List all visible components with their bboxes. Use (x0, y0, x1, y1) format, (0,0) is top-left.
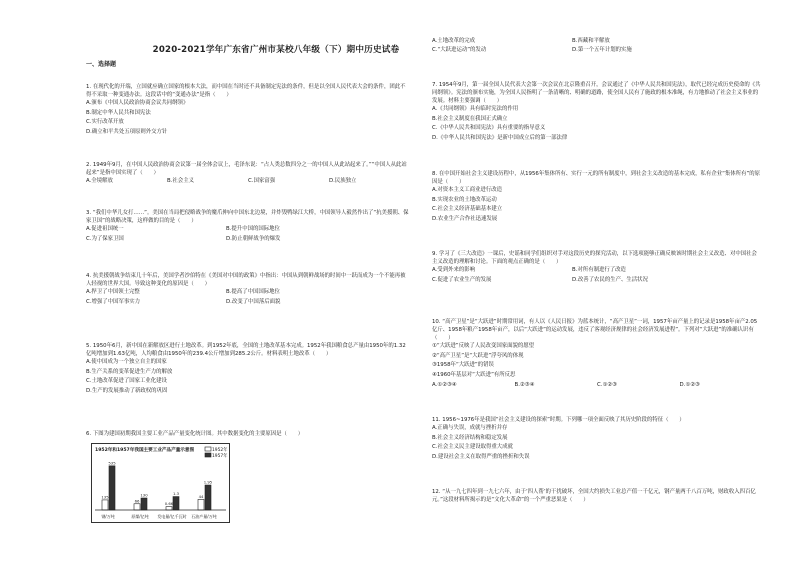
question-1 (86, 83, 410, 138)
option-c[interactable]: C.实行改革开放 (86, 119, 124, 126)
option-b[interactable]: B.社会主义制度在我国正式确立 (432, 115, 508, 122)
option-a[interactable]: A.捍卫了中国领土完整 (86, 289, 140, 296)
option-a[interactable]: A.颁布《中国人民政治协商会议共同纲领》 (86, 100, 189, 107)
bar-1957 (109, 466, 115, 510)
option-c[interactable]: C.社会主义经济基础基本建立 (432, 206, 503, 213)
bar-1952 (166, 507, 172, 510)
option-d[interactable]: D.第一个五年计划的实施 (572, 46, 632, 53)
bar-1952 (134, 504, 140, 510)
question-10 (432, 318, 762, 390)
option-d[interactable]: D.生产的发展推动了新政权的巩固 (86, 387, 168, 394)
question-8 (432, 170, 762, 225)
bar-1957 (173, 497, 179, 510)
option-b[interactable]: B.西藏和平解放 (572, 38, 610, 44)
option-b[interactable]: B.对所有制进行了改造 (572, 267, 626, 274)
question-4 (86, 272, 410, 307)
left-column (86, 0, 410, 562)
option-d[interactable]: D.确立和平共处五项原则外交方针 (86, 128, 168, 135)
option-d[interactable]: D.改善了农民的生产、生活状况 (572, 276, 648, 283)
question-12 (432, 488, 762, 504)
question-stem: 5. 1950年6月，新中国在新解放区进行土地改革。到1952年底，全国的土地改革基本完成。1952年我国粮食总产量由1950年的1.32亿吨增加到1.63亿吨，人均粮食由1950年的239.4公斤增加到285.2公斤。材料表明土地改革（ ） (86, 343, 406, 358)
question-6-options (432, 37, 762, 54)
statement-3: ③1958年“大跃进”的错误 (432, 362, 494, 369)
data-label: 44 (198, 493, 204, 499)
option-d[interactable]: D.防止朝鲜战争的爆发 (226, 235, 281, 242)
option-b[interactable]: B.②③④ (514, 381, 535, 388)
category-label: 发电量/亿千瓦时 (157, 514, 187, 519)
option-d[interactable]: D.《中华人民共和国宪法》是新中国成立后的第一部法律 (432, 135, 568, 142)
option-b[interactable]: B.社会主义 (167, 178, 194, 185)
section-heading: 一、选择题 (86, 61, 117, 68)
data-label: 1.95 (203, 479, 213, 485)
option-c[interactable]: C.增强了中国军事实力 (86, 298, 140, 305)
option-d[interactable]: D.民族独立 (329, 178, 357, 185)
data-label: 130 (140, 492, 148, 498)
bar-1957 (205, 485, 211, 510)
option-d[interactable]: D.农业生产合作社迅速发展 (432, 215, 498, 222)
question-2 (86, 161, 410, 187)
option-d[interactable]: D.①②③ (679, 381, 700, 388)
question-stem: 7. 1954年9月，第一届全国人民代表大会第一次会议在北京隆重召开，会议通过了《中华人民共和国宪法》，取代已经完成历史使命的《共同纲领》。宪法的颁布实施，为全国人民指明了一条清晰的、明确的道路，使全国人民有了施政的根本准绳，有力地推动了社会主义事业的发展。材料主要强调（ ） (432, 82, 761, 105)
statement-1: ①“大跃进”反映了人民改变国家面貌的愿望 (432, 343, 535, 350)
question-5 (86, 342, 410, 397)
option-a[interactable]: A.《共同纲领》具有临时宪法的作用 (432, 106, 519, 113)
bar-1952 (102, 500, 108, 510)
question-6 (86, 430, 410, 438)
right-column (432, 0, 762, 562)
option-c[interactable]: C.促进了农业生产的发展 (432, 276, 492, 283)
question-stem: 8. 在中国开始社会主义建设历程中，从1956年集体所有、实行一元的所有制度中，到社会主义改造的基本完成，私有企业“集体所有”的原因是（ ） (432, 171, 761, 186)
question-stem: 11. 1956~1976年是我国“社会主义建设的探索”时期。下列哪一项全面反映了其历史阶段的特征（ ） (432, 417, 685, 423)
option-b[interactable]: B.提升中国的国际地位 (226, 226, 280, 233)
question-stem: 12. “从一九七四年到一九七六年，由于‘四人帮’的干扰破坏，全国大约损失工业总产值一千亿元，钢产量两千八百万吨，财政收入四百亿元。”这段材料所揭示的是“文化大革命”的一个严重恶果是（ ） (432, 489, 756, 504)
option-a[interactable]: A.受到外来的影响 (432, 267, 476, 274)
option-c[interactable]: C.“大跃进运动”的发动 (432, 46, 487, 53)
question-stem: 4. 抗美援朝战争结束几十年后，美国学者沙伯特在《美国对中国的政策》中指出：中国从到朝鲜战场的时间中一跃而成为一个不能再被人轻视的世界大国。导致这种变化的原因是（ ） (86, 273, 406, 288)
data-label: 535 (108, 460, 116, 466)
option-c[interactable]: C.土地改革促进了国家工业化建设 (86, 378, 167, 385)
option-a[interactable]: A.全境解放 (86, 178, 113, 185)
chart-title: 1952年和1957年我国主要工业产品产量示意图 (95, 448, 195, 453)
data-label: 135 (101, 494, 109, 500)
legend-swatch-1957 (205, 453, 211, 457)
option-c[interactable]: C.《中华人民共和国宪法》具有重要的指导意义 (432, 125, 546, 132)
question-11 (432, 416, 762, 462)
option-b[interactable]: B.提高了中国国际地位 (226, 289, 280, 296)
industrial-output-chart (91, 443, 230, 523)
statement-4: ④1960年基层对“大跃进”有所反思 (432, 372, 516, 379)
option-a[interactable]: A.土地改革的完成 (432, 38, 476, 44)
question-stem: 3. “我们中华儿女打……”。美国在当局把侵略战争的魔爪伸向中国东北边境，并炸毁鸭绿江大桥，中国领导人毅然作出了“抗美援朝、保家卫国”的战略决策，这样做的目的是（ ） (86, 210, 409, 225)
option-c[interactable]: C.为了保家卫国 (86, 235, 124, 242)
legend-label-1952: 1952年 (212, 447, 228, 453)
option-c[interactable]: C.社会主义民主建设取得重大成就 (432, 444, 513, 451)
category-label: 原煤/亿吨 (131, 514, 149, 519)
question-stem: 6. 下图为建国初期我国主要工业产品产量变化统计图。其中数据变化的主要原因是（ ） (86, 431, 304, 437)
data-label: 0.66 (164, 501, 174, 507)
question-stem: 2. 1949年9月，在中国人民政治协商会议第一届全体会议上，毛泽东说：“占人类总数四分之一的中国人从此站起来了。”“中国人从此站起来”是指中国实现了（ ） (86, 162, 407, 177)
legend-swatch-1952 (205, 447, 211, 451)
option-b[interactable]: B.实现农业的土地改革运动 (432, 196, 497, 203)
option-a[interactable]: A.正确与失误，成就与挫折并存 (432, 425, 508, 432)
category-label: 石油产量/万吨 (191, 514, 217, 519)
option-b[interactable]: B.生产关系的变革促进生产力的解放 (86, 368, 173, 375)
option-c[interactable]: C.国家富强 (248, 178, 276, 185)
option-a[interactable]: A.①②③④ (432, 381, 457, 388)
option-b[interactable]: B.社会主义经济结构和稳定发展 (432, 434, 508, 441)
question-3 (86, 209, 410, 244)
option-c[interactable]: C.①②③ (597, 381, 617, 388)
option-a[interactable]: A.使中国成为一个独立自主的国家 (86, 359, 167, 366)
question-stem: 9. 学习了《三大改造》一课后，史谣和同学们组织对手对这段历史的探究活动，以下选项能够正确反映该时期社会主义改造、对中国社会主义改造的理解和讨论。下面的观点正确的是（ ） (432, 251, 757, 266)
page-title: 2020-2021学年广东省广州市某校八年级（下）期中历史试卷 (152, 45, 400, 55)
bar-1952 (198, 499, 204, 510)
question-7 (432, 81, 762, 144)
question-stem: 10. “高产卫星”是“大跃进”时期常用词，有人以《人民日报》为蓝本统计，“高产卫星”一词，1957年亩产量上的记录是1958年亩产2.05亿斤、1958年粮产1958年亩产，以后“大跃进”的运动发展，违反了客观经济规律的社会经济发展进程”。下列对“大跃进”的准确认识有（ ） (432, 319, 758, 342)
question-stem: 1. 在现代化的开端，立国就应确立国家的根本大法，而中国在当时还不具备制定宪法的条件，但是以全国人民代表大会的条件，团此不得不采取一种变通办法。这段话中的“变通办法”是指（ ） (86, 84, 406, 99)
bar-1957 (141, 498, 147, 510)
option-a[interactable]: A.促进祖国统一 (86, 226, 124, 233)
category-label: 钢/万吨 (101, 514, 115, 519)
data-label: 1.3 (172, 491, 180, 497)
data-label: 66 (134, 498, 140, 504)
option-d[interactable]: D.改变了中国落后面貌 (226, 298, 281, 305)
question-9 (432, 250, 762, 285)
statement-2: ②“高产卫星”是“大跃进”浮夸风的体现 (432, 352, 524, 359)
option-a[interactable]: A.对资本主义工商业进行改造 (432, 187, 502, 194)
option-b[interactable]: B.制定中华人民共和国宪法 (86, 109, 151, 116)
option-d[interactable]: D.建设社会主义在取得严重的挫折和失误 (432, 453, 530, 460)
legend-label-1957: 1957年 (212, 453, 228, 459)
